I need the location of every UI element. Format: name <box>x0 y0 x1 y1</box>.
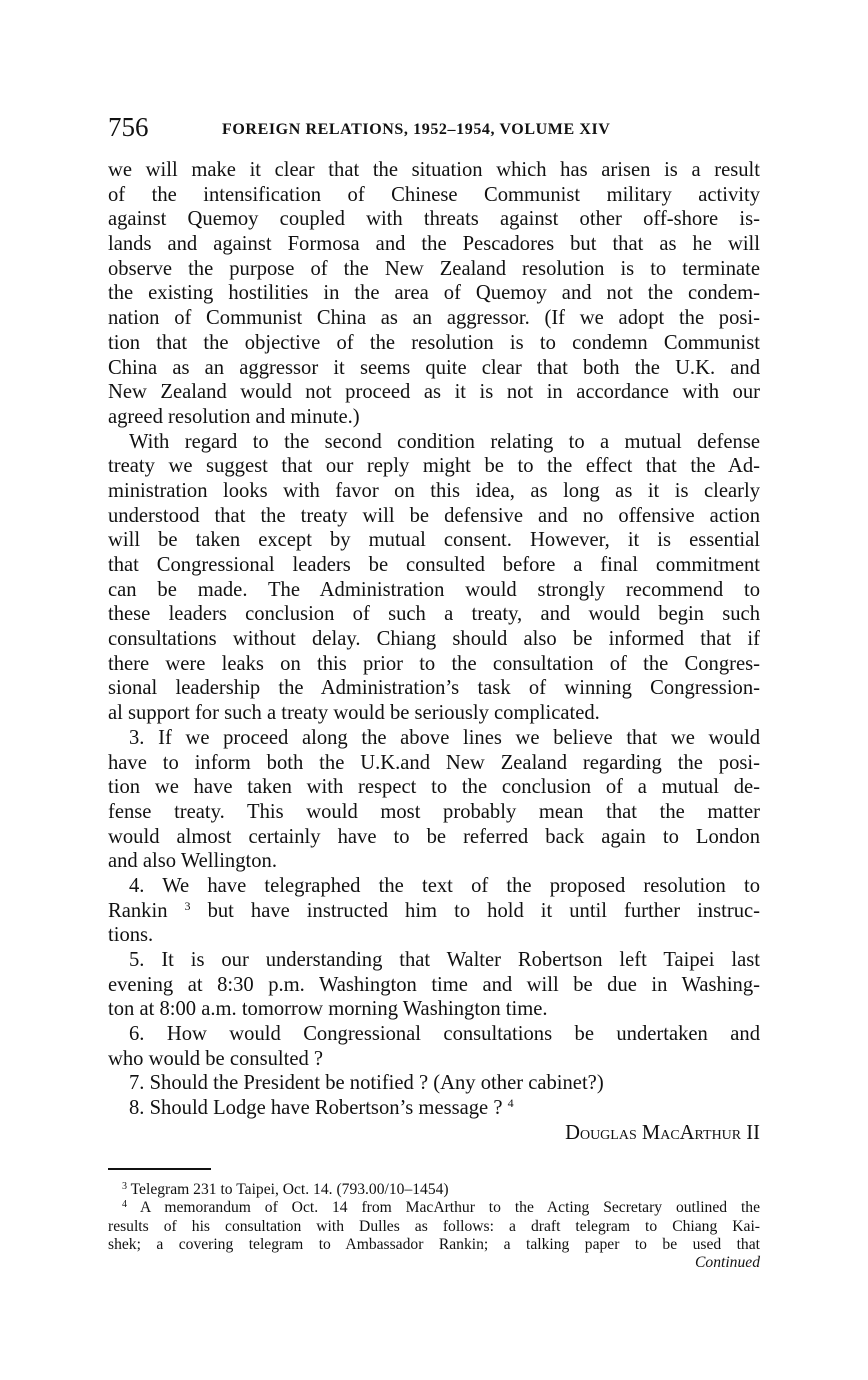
footnote-text: Telegram 231 to Taipei, Oct. 14. (793.00/10–1454) <box>130 1181 449 1198</box>
text-line: nation of Communist China as an aggressor. (If we adopt the posi- <box>108 307 760 330</box>
text-line <box>108 899 760 924</box>
running-head: FOREIGN RELATIONS, 1952–1954, VOLUME XIV <box>222 121 611 138</box>
text-line <box>108 1096 760 1121</box>
text-line: observe the purpose of the New Zealand resolution is to terminate <box>108 257 760 280</box>
text-line: tion we have taken with respect to the conclusion of a mutual de- <box>108 776 760 799</box>
text-line: of the intensification of Chinese Communist military activity <box>108 183 760 206</box>
footnote-4 <box>108 1199 760 1254</box>
footnote-line: shek; a covering telegram to Ambassador Rankin; a talking paper to be used that <box>108 1235 760 1253</box>
footnote-text: A memorandum of Oct. 14 from MacArthur to the Acting Secretary outlined the <box>140 1199 761 1217</box>
text-line: against Quemoy coupled with threats against other off-shore is- <box>108 208 760 231</box>
paragraph-3 <box>108 726 760 874</box>
text-line: lands and against Formosa and the Pescadores but that as he will <box>108 233 760 256</box>
text-line: 4. We have telegraphed the text of the proposed resolution to <box>129 874 760 897</box>
text-line: sional leadership the Administration’s task of winning Congression- <box>108 677 760 700</box>
footnote-ref-3: 3 <box>184 898 191 913</box>
text-line: treaty we suggest that our reply might be to the effect that the Ad- <box>108 455 760 478</box>
text-line: understood that the treaty will be defensive and no offensive action <box>108 504 760 527</box>
text-line: 3. If we proceed along the above lines we believe that we would <box>129 726 760 749</box>
text-line: we will make it clear that the situation which has arisen is a result <box>108 159 760 181</box>
text-line: and also Wellington. <box>108 850 277 873</box>
text-line: agreed resolution and minute.) <box>108 405 360 428</box>
text-line: will be taken except by mutual consent. However, it is essential <box>108 529 760 552</box>
text-line: 7. Should the President be notified ? (Any other cabinet?) <box>129 1072 604 1095</box>
paragraph-2 <box>108 430 760 726</box>
text-line: tion that the objective of the resolution is to condemn Communist <box>108 331 760 354</box>
footnote-ref-4: 4 <box>507 1096 514 1111</box>
text-line: 6. How would Congressional consultations be undertaken and <box>129 1023 760 1046</box>
footnotes <box>108 1168 760 1272</box>
text-line: 5. It is our understanding that Walter Robertson left Taipei last <box>129 949 760 971</box>
signature: Douglas MacArthur II <box>565 1121 760 1144</box>
paragraph-5 <box>108 948 760 1022</box>
text-segment: Rankin <box>108 899 168 922</box>
text-line: ministration looks with favor on this idea, as long as it is clearly <box>108 479 760 502</box>
text-line: can be made. The Administration would strongly recommend to <box>108 578 760 601</box>
text-line: ton at 8:00 a.m. tomorrow morning Washington time. <box>108 998 548 1021</box>
footnote-rule <box>108 1168 211 1170</box>
text-line: New Zealand would not proceed as it is not in accordance with our <box>108 381 760 404</box>
text-line: have to inform both the U.K.and New Zealand regarding the posi- <box>108 751 760 774</box>
body-text <box>108 158 760 1146</box>
text-line: these leaders conclusion of such a treaty, and would begin such <box>108 603 760 626</box>
text-line: tions. <box>108 924 154 947</box>
footnote-line: results of his consultation with Dulles as follows: a draft telegram to Chiang Kai- <box>108 1217 760 1235</box>
text-line: consultations without delay. Chiang should also be informed that if <box>108 628 760 651</box>
text-line: al support for such a treaty would be seriously complicated. <box>108 702 600 725</box>
paragraph-8 <box>108 1096 760 1121</box>
text-line: fense treaty. This would most probably mean that the matter <box>108 800 760 823</box>
footnote-3 <box>108 1181 760 1199</box>
text-line: that Congressional leaders be consulted before a final commitment <box>108 554 760 576</box>
footnote-marker: 3 <box>122 1181 127 1192</box>
text-segment: but have instructed him to hold it until further instruc- <box>207 899 760 922</box>
paragraph-4 <box>108 874 760 948</box>
paragraph-7 <box>108 1071 760 1096</box>
page-number: 756 <box>108 112 149 142</box>
text-line: With regard to the second condition relating to a mutual defense <box>129 430 760 453</box>
footnote-line <box>108 1199 760 1217</box>
text-line: China as an aggressor it seems quite clear that both the U.K. and <box>108 356 760 379</box>
paragraph-6 <box>108 1022 760 1071</box>
text-line: who would be consulted ? <box>108 1047 324 1070</box>
text-line: the existing hostilities in the area of Quemoy and not the condem- <box>108 282 760 305</box>
page-header <box>108 110 760 144</box>
text-segment: 8. Should Lodge have Robertson’s message ? <box>129 1097 503 1120</box>
footnote-marker: 4 <box>122 1199 127 1211</box>
continued-label: Continued <box>695 1254 760 1272</box>
paragraph-1 <box>108 158 760 430</box>
text-line: would almost certainly have to be referred back again to London <box>108 825 760 848</box>
text-line: evening at 8:30 p.m. Washington time and will be due in Washing- <box>108 973 760 996</box>
text-line: there were leaks on this prior to the consultation of the Congres- <box>108 652 760 675</box>
